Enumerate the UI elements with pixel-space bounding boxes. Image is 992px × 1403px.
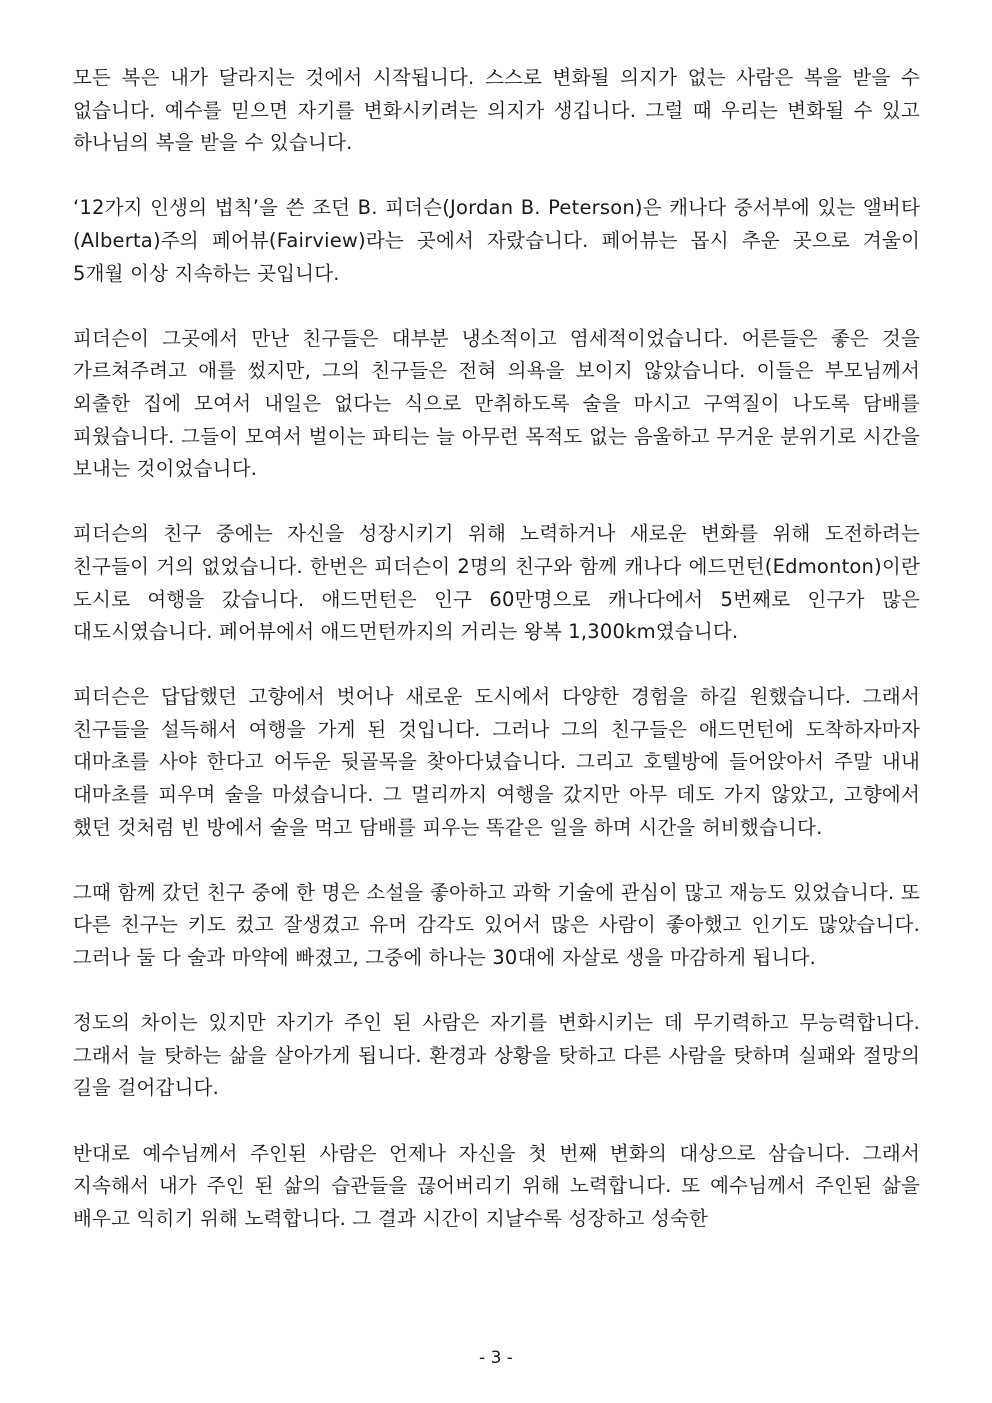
page-number: - 3 -	[479, 1348, 513, 1368]
paragraph-5: 피더슨은 답답했던 고향에서 벗어나 새로운 도시에서 다양한 경험을 하길 원했습니다. 그래서 친구들을 설득해서 여행을 가게 된 것입니다. 그러나 그의 친구들은 애드먼턴에 도착하자마자 대마초를 사야 한다고 어두운 뒷골목을 찾아다녔습니다. 그리고 호텔방에 들어앉아서 주말 내내 대마초를 피우며 술을 마셨습니다. 그 멀리까지 여행을 갔지만 아무 데도 가지 않았고, 고향에서 했던 것처럼 빈 방에서 술을 먹고 담배를 피우는 똑같은 일을 하며 시간을 허비했습니다.	[73, 685, 920, 839]
document-body	[73, 62, 920, 1268]
paragraph-2: ‘12가지 인생의 법칙’을 쓴 조던 B. 피더슨(Jordan B. Peterson)은 캐나다 중서부에 있는 앨버타(Alberta)주의 페어뷰(Fairview)라는 곳에서 자랐습니다. 페어뷰는 몹시 추운 곳으로 겨울이 5개월 이상 지속하는 곳입니다.	[73, 196, 920, 285]
paragraph-1: 모든 복은 내가 달라지는 것에서 시작됩니다. 스스로 변화될 의지가 없는 사람은 복을 받을 수 없습니다. 예수를 믿으면 자기를 변화시키려는 의지가 생깁니다. 그럴 때 우리는 변화될 수 있고 하나님의 복을 받을 수 있습니다.	[73, 66, 920, 155]
paragraph-7: 정도의 차이는 있지만 자기가 주인 된 사람은 자기를 변화시키는 데 무기력하고 무능력합니다. 그래서 늘 탓하는 삶을 살아가게 됩니다. 환경과 상황을 탓하고 다른 사람을 탓하며 실패와 절망의 길을 걸어갑니다.	[73, 1011, 920, 1100]
paragraph-8: 반대로 예수님께서 주인된 사람은 언제나 자신을 첫 번째 변화의 대상으로 삼습니다. 그래서 지속해서 내가 주인 된 삶의 습관들을 끊어버리기 위해 노력합니다. 또 예수님께서 주인된 삶을 배우고 익히기 위해 노력합니다. 그 결과 시간이 지날수록 성장하고 성숙한	[73, 1141, 920, 1230]
paragraph-3: 피더슨이 그곳에서 만난 친구들은 대부분 냉소적이고 염세적이었습니다. 어른들은 좋은 것을 가르쳐주려고 애를 썼지만, 그의 친구들은 전혀 의욕을 보이지 않았습니다. 이들은 부모님께서 외출한 집에 모여서 내일은 없다는 식으로 만취하도록 술을 마시고 구역질이 나도록 담배를 피웠습니다. 그들이 모여서 벌이는 파티는 늘 아무런 목적도 없는 음울하고 무거운 분위기로 시간을 보내는 것이었습니다.	[73, 326, 920, 481]
paragraph-4: 피더슨의 친구 중에는 자신을 성장시키기 위해 노력하거나 새로운 변화를 위해 도전하려는 친구들이 거의 없었습니다. 한번은 피더슨이 2명의 친구와 함께 캐나다 에드먼턴(Edmonton)이란 도시로 여행을 갔습니다. 애드먼턴은 인구 60만명으로 캐나다에서 5번째로 인구가 많은 대도시였습니다. 페어뷰에서 애드먼턴까지의 거리는 왕복 1,300km였습니다.	[73, 522, 920, 644]
paragraph-6: 그때 함께 갔던 친구 중에 한 명은 소설을 좋아하고 과학 기술에 관심이 많고 재능도 있었습니다. 또 다른 친구는 키도 컸고 잘생겼고 유머 감각도 있어서 많은 사람이 좋아했고 인기도 많았습니다. 그러나 둘 다 술과 마약에 빠졌고, 그중에 하나는 30대에 자살로 생을 마감하게 됩니다.	[73, 880, 920, 970]
